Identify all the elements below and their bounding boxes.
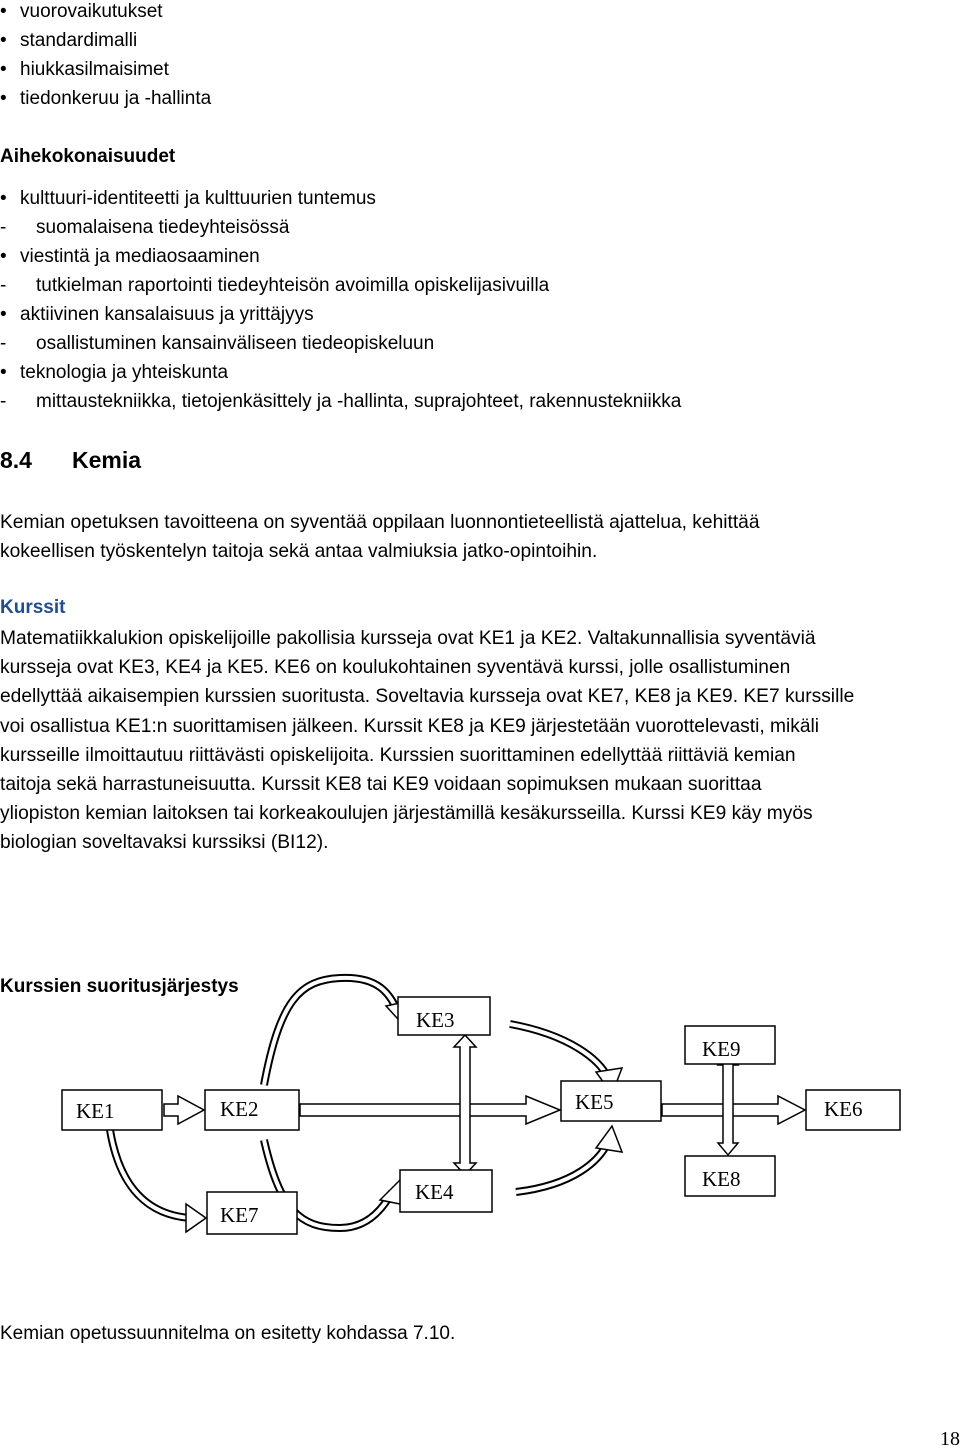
svg-text:KE4: KE4 xyxy=(415,1180,454,1204)
section-title xyxy=(0,448,141,472)
list-item: - suomalaisena tiedeyhteisössä xyxy=(0,217,290,238)
box-ke2 xyxy=(205,1090,299,1130)
svg-text:KE3: KE3 xyxy=(416,1008,455,1032)
arrow-ke5-loop-bottom xyxy=(516,1142,608,1192)
arrow-loop-top xyxy=(264,978,398,1085)
box-ke3 xyxy=(398,997,490,1035)
arrow-ke5-loop-bottom-head xyxy=(596,1126,622,1152)
box-ke6 xyxy=(806,1090,900,1130)
svg-text:KE8: KE8 xyxy=(702,1167,741,1191)
diagram-heading: Kurssien suoritusjärjestys xyxy=(0,976,239,997)
box-ke8 xyxy=(685,1156,775,1196)
list-item: • kulttuuri-identiteetti ja kulttuurien tuntemus xyxy=(0,188,376,209)
list-item: • aktiivinen kansalaisuus ja yrittäjyys xyxy=(0,304,314,325)
course-order-diagram xyxy=(0,960,960,1260)
arrow-ke2-ke5 xyxy=(300,1096,560,1124)
bullet-icon: • xyxy=(0,30,7,51)
bullet-icon: • xyxy=(0,59,7,80)
kurssit-paragraph: Matematiikkalukion opiskelijoille pakollisia kursseja ovat KE1 ja KE2. Valtakunnallisia syventäviä kursseja ovat KE3, KE4 ja KE5. KE6 on koulukohtainen syventävä kurssi, jolle osallistuminen edellyttää aikaisempien kurssien suoritusta. Soveltavia kursseja ovat KE7, KE8 ja KE9. KE7 kurssille voi osallistua KE1:n suorittamisen jälkeen. Kurssit KE8 ja KE9 järjestetään vuorottelevasti, mikäli kursseille ilmoittautuu riittävästi opiskelijoita. Kurssien suorittaminen edellyttää riittäviä kemian taitoja sekä harrastuneisuutta. Kurssit KE8 tai KE9 voidaan sopimuksen mukaan suorittaa yliopiston kemian laitoksen tai korkeakoulujen järjestämillä kesäkursseilla. Kurssi KE9 käy myös biologian soveltavaksi kurssiksi (BI12). xyxy=(0,628,855,854)
list-item: • viestintä ja mediaosaaminen xyxy=(0,246,260,267)
box-ke5 xyxy=(561,1081,661,1121)
svg-text:KE5: KE5 xyxy=(575,1090,614,1114)
box-ke7 xyxy=(207,1192,297,1234)
footer-note: Kemian opetussuunnitelma on esitetty kohdassa 7.10. xyxy=(0,1323,456,1344)
box-ke4 xyxy=(400,1170,492,1212)
kurssit-heading: Kurssit xyxy=(0,597,66,618)
section-heading-aihekokonaisuudet: Aihekokonaisuudet xyxy=(0,146,176,167)
list-item: - tutkielman raportointi tiedeyhteisön avoimilla opiskelijasivuilla xyxy=(0,275,550,296)
list-item: • hiukkasilmaisimet xyxy=(0,59,169,80)
arrow-ke5-loop-top xyxy=(510,1024,608,1078)
page-number: 18 xyxy=(940,1428,960,1450)
list-item: • tiedonkeruu ja -hallinta xyxy=(0,88,212,109)
list-item: • teknologia ja yhteiskunta xyxy=(0,362,229,383)
section-name: Kemia xyxy=(72,447,142,473)
svg-text:KE1: KE1 xyxy=(76,1099,115,1123)
svg-text:KE2: KE2 xyxy=(220,1097,259,1121)
intro-paragraph: Kemian opetuksen tavoitteena on syventää oppilaan luonnontieteellistä ajattelua, kehittää kokeellisen työskentelyn taitoja sekä antaa valmiuksia jatko-opintoihin. xyxy=(0,512,760,563)
svg-text:KE9: KE9 xyxy=(702,1037,741,1061)
section-number: 8.4 xyxy=(0,447,32,473)
list-item: • vuorovaikutukset xyxy=(0,1,163,22)
bullet-icon: • xyxy=(0,88,7,109)
arrow-ke1-ke2 xyxy=(164,1096,204,1124)
list-item: • standardimalli xyxy=(0,30,138,51)
svg-text:KE6: KE6 xyxy=(824,1097,863,1121)
svg-text:KE7: KE7 xyxy=(220,1203,259,1227)
list-item: - mittaustekniikka, tietojenkäsittely ja -hallinta, suprajohteet, rakennustekniikka xyxy=(0,391,682,412)
bullet-icon: • xyxy=(0,1,7,22)
box-ke1 xyxy=(62,1090,162,1130)
arrow-ke1-ke7-head xyxy=(186,1204,206,1232)
list-item: - osallistuminen kansainväliseen tiedeopiskeluun xyxy=(0,333,435,354)
box-ke9 xyxy=(685,1026,775,1064)
